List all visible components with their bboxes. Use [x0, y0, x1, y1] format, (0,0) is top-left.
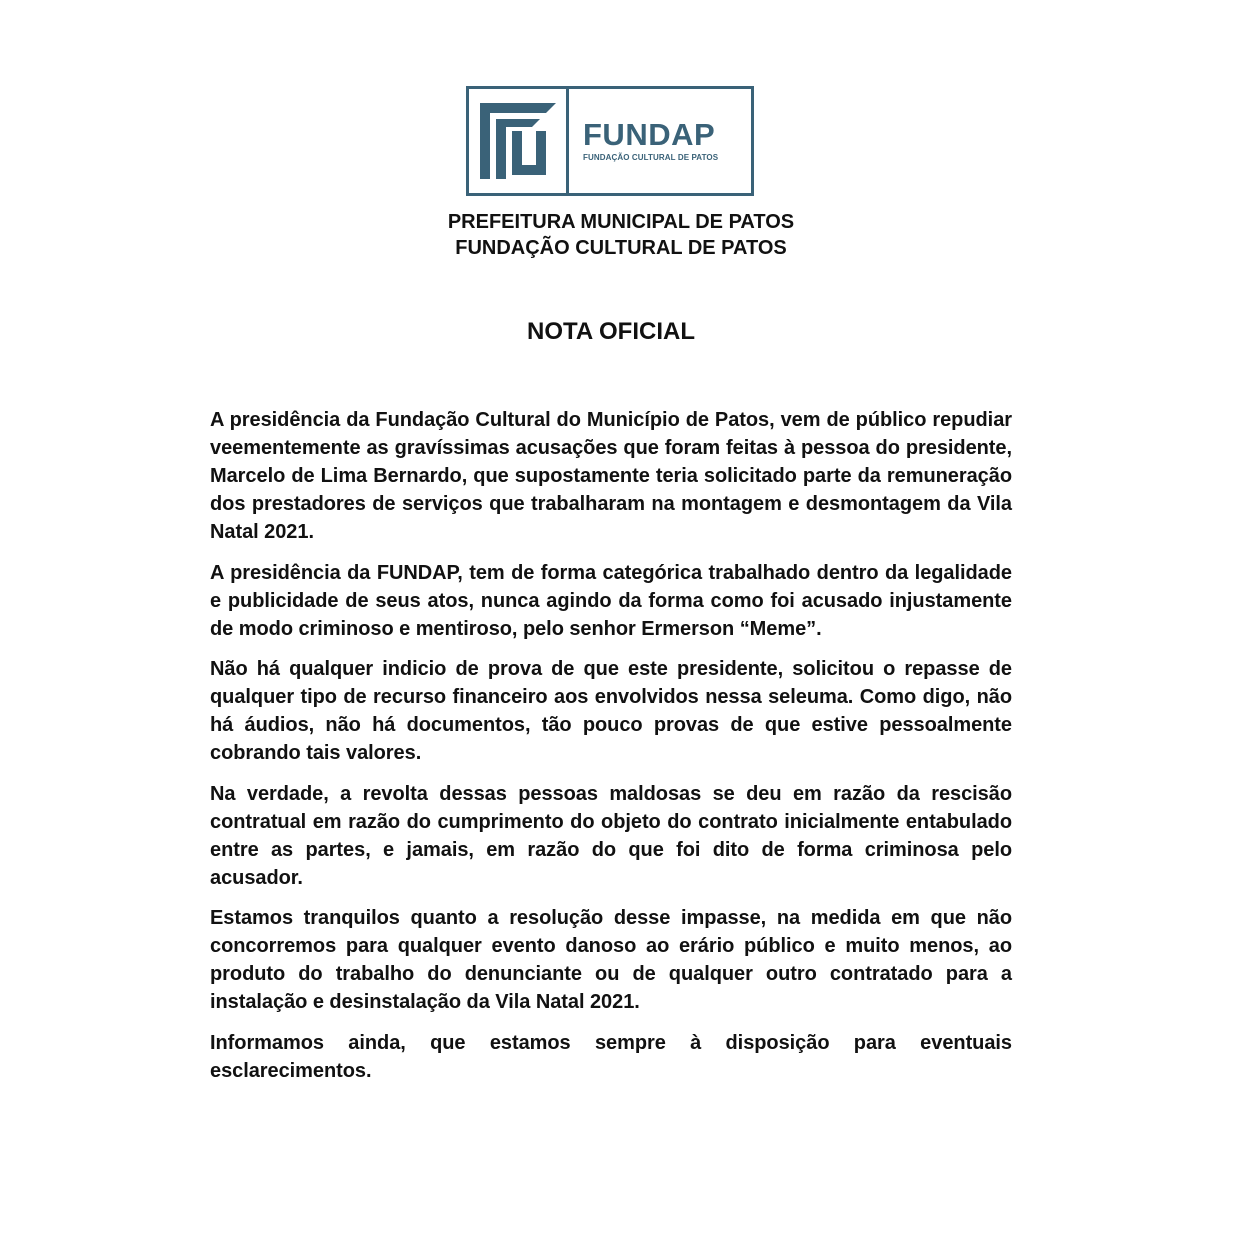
fundap-emblem-icon [469, 89, 569, 193]
paragraph-1: A presidência da Fundação Cultural do Município de Patos, vem de público repudiar veementemente as gravíssimas acusações que foram feitas à pessoa do presidente, Marcelo de Lima Bernardo, que supostamente teria solicitado parte da remuneração dos prestadores de serviços que trabalharam na montagem e desmontagem da Vila Natal 2021. [210, 409, 1012, 543]
header-fundacao: FUNDAÇÃO CULTURAL DE PATOS [455, 237, 787, 259]
logo-subtitle: FUNDAÇÃO CULTURAL DE PATOS [583, 153, 719, 162]
fundap-logo [466, 86, 754, 196]
paragraph-5: Estamos tranquilos quanto a resolução desse impasse, na medida em que não concorremos para qualquer evento danoso ao erário público e muito menos, ao produto do trabalho do denunciante ou de qualquer outro contratado para a instalação e desinstalação da Vila Natal 2021. [210, 907, 1012, 1013]
paragraph-4: Na verdade, a revolta dessas pessoas maldosas se deu em razão da rescisão contratual em razão do cumprimento do objeto do contrato inicialmente entabulado entre as partes, e jamais, em razão do que foi dito de forma criminosa pelo acusador. [210, 782, 1012, 889]
document-body [210, 406, 1012, 1097]
paragraph-2: A presidência da FUNDAP, tem de forma categórica trabalhado dentro da legalidade e publicidade de seus atos, nunca agindo da forma como foi acusado injustamente de modo criminoso e mentiroso, pelo senhor Ermerson “Meme”. [210, 561, 1012, 640]
logo-name: FUNDAP [583, 117, 716, 152]
paragraph-3: Não há qualquer indicio de prova de que este presidente, solicitou o repasse de qualquer tipo de recurso financeiro aos envolvidos nessa seleuma. Como digo, não há áudios, não há documentos, tão pouco provas de que estive pessoalmente cobrando tais valores. [210, 658, 1012, 764]
paragraph-6: Informamos ainda, que estamos sempre à disposição para eventuais esclarecimentos. [210, 1031, 1012, 1082]
logo-text [569, 89, 751, 193]
header-prefeitura: PREFEITURA MUNICIPAL DE PATOS [447, 211, 795, 233]
document-title: NOTA OFICIAL [527, 318, 695, 345]
